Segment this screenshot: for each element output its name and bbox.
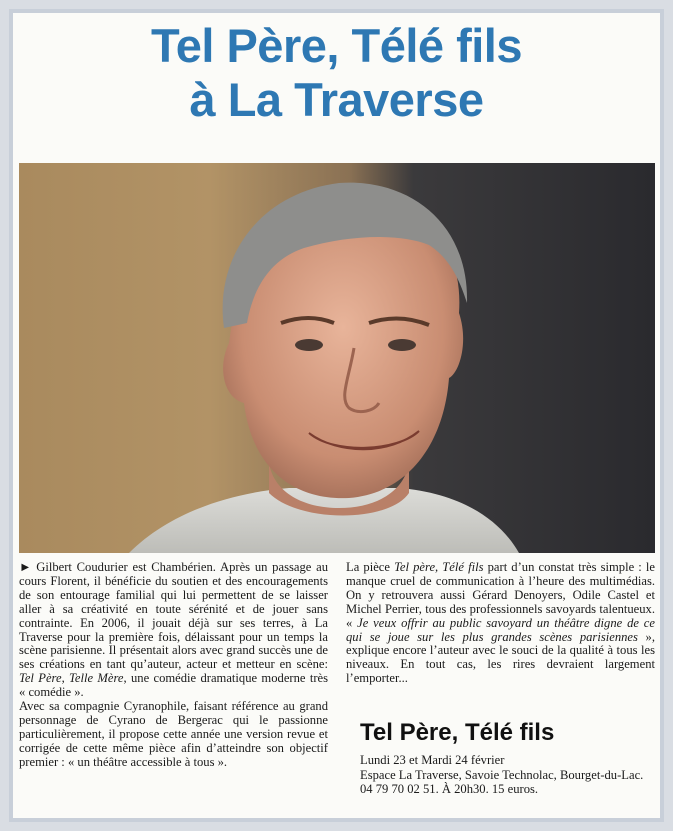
event-title: Tel Père, Télé fils bbox=[360, 719, 555, 746]
newspaper-clipping bbox=[9, 9, 664, 822]
article-left-column bbox=[19, 561, 328, 770]
headline bbox=[13, 19, 660, 127]
right-eye bbox=[388, 339, 416, 351]
paragraph bbox=[346, 561, 655, 686]
paragraph-text: », explique encore l’auteur avec le souci de la qualité à tous les niveaux. En tout cas, les rires devraient largement l’emporter... bbox=[346, 629, 655, 686]
article-right-column bbox=[346, 561, 655, 686]
headline-line-2: à La Traverse bbox=[189, 73, 484, 126]
event-info bbox=[360, 753, 650, 797]
event-dates: Lundi 23 et Mardi 24 février bbox=[360, 753, 505, 767]
bullet-marker: ► bbox=[19, 560, 32, 574]
paragraph-text: part d’un constat très simple : le manque cruel de communication à l’heure des multimédias. On y retrouvera aussi Gérard Denoyers, Odile Castel et Michel Perrier, tous des professionnels savoyards talentueux. « bbox=[346, 560, 655, 630]
author-quote: Je veux offrir au public savoyard un théâtre digne de ce qui se joue sur les plus grandes scènes parisiennes bbox=[346, 615, 655, 644]
portrait-photo bbox=[19, 163, 655, 553]
headline-line-1: Tel Père, Télé fils bbox=[150, 19, 523, 72]
play-title: Tel Père, Telle Mère bbox=[19, 671, 124, 686]
event-venue: Espace La Traverse, Savoie Technolac, Bourget-du-Lac. 04 79 70 02 51. À 20h30. 15 euros. bbox=[360, 767, 644, 796]
paragraph-text: Gilbert Coudurier est Chambérien. Après un passage au cours Florent, il bénéficie du soutien et des encouragements de son entourage familial qui lui permettent de se laisser aller à sa créativité en toute sérénité et de jouer sans contrainte. En 2006, il jouait déjà sur ses terres, à La Traverse pour la première fois, délaissant pour un temps la scène parisienne. Il présentait alors avec grand succès une de ses créations en tant qu’auteur, acteur et metteur en scène: bbox=[19, 560, 328, 672]
paragraph bbox=[19, 561, 328, 700]
paragraph-text: La pièce bbox=[346, 560, 395, 574]
paragraph-text: , une comédie dramatique moderne très « comédie ». bbox=[19, 671, 329, 700]
paragraph: Avec sa compagnie Cyranophile, faisant référence au grand personnage de Cyrano de Bergerac qui le passionne particulièrement, il propose cette année une version revue et corrigée de cette même pièce afin d’atteindre son objectif premier : « un théâtre accessible à tous ». bbox=[19, 699, 328, 769]
portrait-illustration bbox=[19, 163, 655, 553]
play-title: Tel père, Télé fils bbox=[394, 560, 484, 574]
shirt bbox=[129, 488, 519, 553]
left-eye bbox=[295, 339, 323, 351]
